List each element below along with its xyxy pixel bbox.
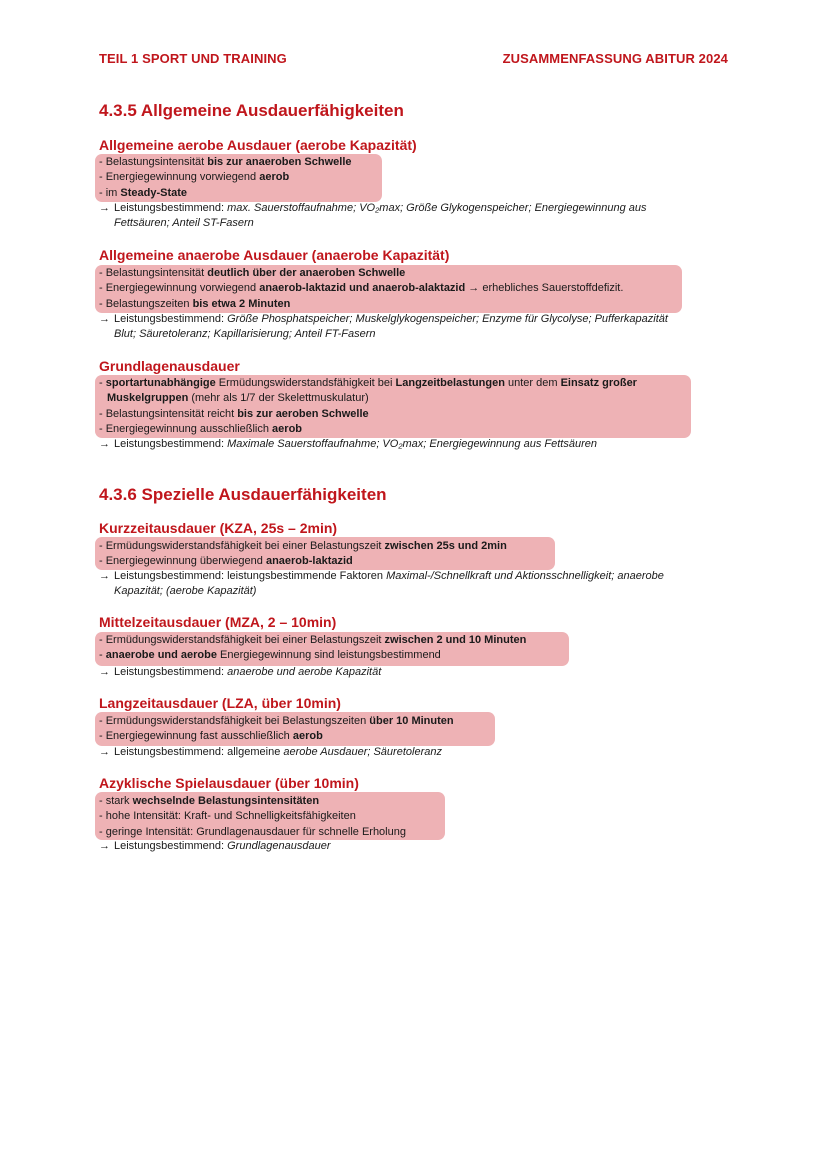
arrow-right-icon: → xyxy=(99,202,110,214)
list-item: - Ermüdungswiderstandsfähigkeit bei einer Belastungszeit zwischen 25s und 2min xyxy=(99,540,507,552)
performance-line-cont: Blut; Säuretoleranz; Kapillarisierung; Anteil FT-Fasern xyxy=(114,328,376,340)
list-item: - geringe Intensität: Grundlagenausdauer für schnelle Erholung xyxy=(99,825,406,838)
block-title: Azyklische Spielausdauer (über 10min) xyxy=(99,775,359,791)
performance-line: Leistungsbestimmend: Grundlagenausdauer xyxy=(114,840,331,852)
list-item: - hohe Intensität: Kraft- und Schnelligkeitsfähigkeiten xyxy=(99,810,356,823)
header-left: TEIL 1 SPORT UND TRAINING xyxy=(99,51,287,66)
list-item: - Energiegewinnung überwiegend anaerob-laktazid xyxy=(99,555,353,568)
list-item: - Energiegewinnung vorwiegend aerob xyxy=(99,171,290,184)
list-item: - im Steady-State xyxy=(99,186,188,199)
list-item: - Belastungsintensität reicht bis zur aeroben Schwelle xyxy=(99,407,369,420)
arrow-right-icon: → xyxy=(99,438,110,450)
performance-line-cont: Fettsäuren; Anteil ST-Fasern xyxy=(114,217,254,229)
list-item: - Belastungsintensität deutlich über der anaeroben Schwelle xyxy=(99,267,406,279)
list-item: - Belastungszeiten bis etwa 2 Minuten xyxy=(99,297,291,310)
section-title-435: 4.3.5 Allgemeine Ausdauerfähigkeiten xyxy=(99,101,404,120)
list-item: - anaerobe und aerobe Energiegewinnung sind leistungsbestimmend xyxy=(99,649,441,662)
performance-line-cont: Kapazität; (aerobe Kapazität) xyxy=(114,585,257,597)
list-item: - Energiegewinnung vorwiegend anaerob-laktazid und anaerob-alaktazid → erhebliches Sauerstoffdefizit. xyxy=(99,282,624,295)
arrow-right-icon: → xyxy=(99,746,110,758)
list-item: - Ermüdungswiderstandsfähigkeit bei Belastungszeiten über 10 Minuten xyxy=(99,715,454,727)
list-item: - Energiegewinnung fast ausschließlich aerob xyxy=(99,730,323,743)
arrow-right-icon: → xyxy=(99,570,110,582)
performance-line: Leistungsbestimmend: Maximale Sauerstoffaufnahme; VO₂max; Energiegewinnung aus Fettsäuren xyxy=(114,438,597,450)
header-right: ZUSAMMENFASSUNG ABITUR 2024 xyxy=(502,51,728,66)
performance-line: Leistungsbestimmend: max. Sauerstoffaufnahme; VO₂max; Größe Glykogenspeicher; Energiegewinnung aus xyxy=(114,202,647,214)
list-item: - Belastungsintensität bis zur anaeroben Schwelle xyxy=(99,156,352,168)
arrow-right-icon: → xyxy=(99,313,110,325)
performance-line: Leistungsbestimmend: leistungsbestimmende Faktoren Maximal-/Schnellkraft und Aktionsschnelligkeit; anaerobe xyxy=(114,570,664,582)
performance-line: Leistungsbestimmend: anaerobe und aerobe Kapazität xyxy=(114,666,382,678)
list-item: - stark wechselnde Belastungsintensitäten xyxy=(99,795,320,807)
block-title: Allgemeine aerobe Ausdauer (aerobe Kapazität) xyxy=(99,137,417,153)
list-item: Muskelgruppen (mehr als 1/7 der Skelettmuskulatur) xyxy=(107,392,369,405)
performance-line: Leistungsbestimmend: Größe Phosphatspeicher; Muskelglykogenspeicher; Enzyme für Glycolyse; Pufferkapazität xyxy=(114,313,668,325)
arrow-right-icon: → xyxy=(99,840,110,852)
list-item: - sportartunabhängige Ermüdungswiderstandsfähigkeit bei Langzeitbelastungen unter dem Einsatz großer xyxy=(99,377,637,389)
list-item: - Ermüdungswiderstandsfähigkeit bei einer Belastungszeit zwischen 2 und 10 Minuten xyxy=(99,634,527,646)
section-title-436: 4.3.6 Spezielle Ausdauerfähigkeiten xyxy=(99,485,387,504)
list-item: - Energiegewinnung ausschließlich aerob xyxy=(99,422,303,435)
performance-line: Leistungsbestimmend: allgemeine aerobe Ausdauer; Säuretoleranz xyxy=(114,746,442,758)
block-title: Mittelzeitausdauer (MZA, 2 – 10min) xyxy=(99,614,337,630)
block-title: Grundlagenausdauer xyxy=(99,358,240,374)
arrow-right-icon: → xyxy=(99,666,110,678)
block-title: Langzeitausdauer (LZA, über 10min) xyxy=(99,695,341,711)
block-title: Kurzzeitausdauer (KZA, 25s – 2min) xyxy=(99,520,338,536)
page-header xyxy=(99,51,728,69)
block-title: Allgemeine anaerobe Ausdauer (anaerobe Kapazität) xyxy=(99,247,450,263)
